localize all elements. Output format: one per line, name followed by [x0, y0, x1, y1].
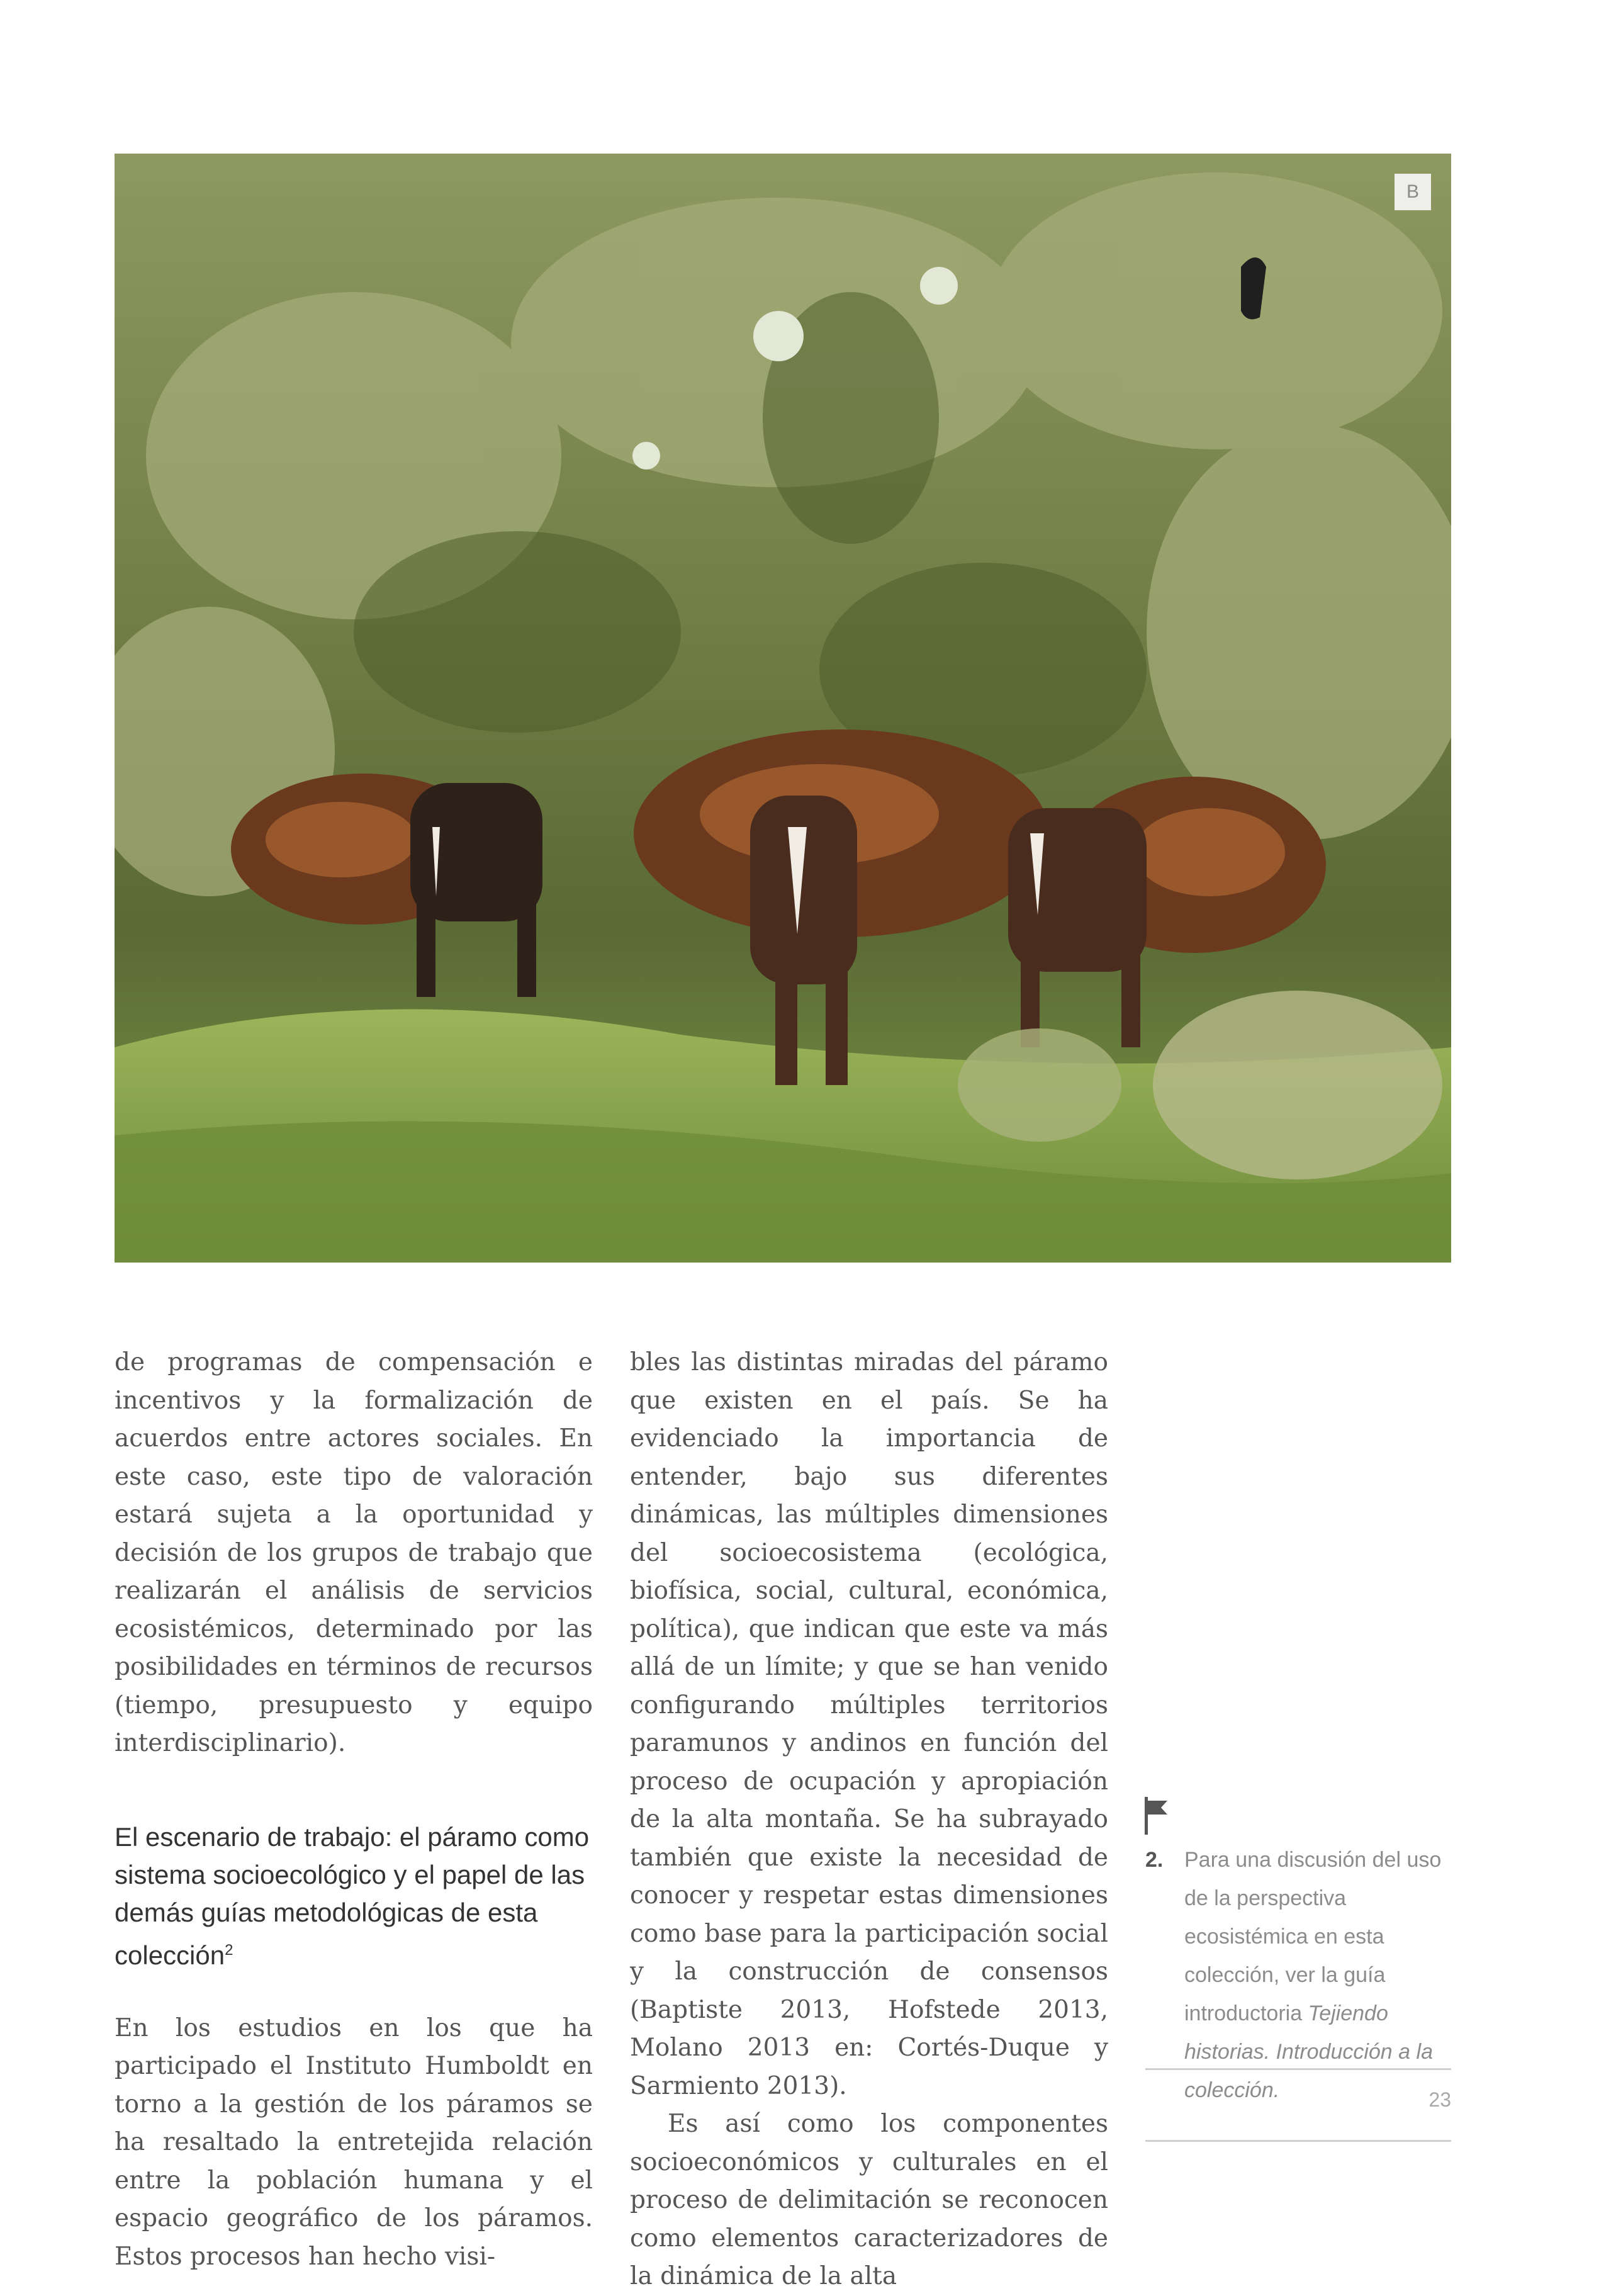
footnote-reference: 2 [225, 1941, 233, 1959]
paragraph: Es así como los componentes socioeconómicos y culturales en el proceso de delimitación se reconocen como elementos caracterizadores de la dinámica de la alta [630, 2110, 1108, 2290]
section-heading [115, 1818, 593, 1974]
footnote-number: 2. [1145, 1848, 1164, 1872]
photo-label: B [1395, 174, 1431, 210]
footnote-text: Para una discusión del uso de la perspectiva ecosistémica en esta colección, ver la guía introductoria [1184, 1848, 1442, 2025]
paragraph: bles las distintas miradas del páramo que existen en el país. Se ha evidenciado la importancia de entender, bajo sus diferentes dinámicas, las múltiples dimensiones del socioecosistema (ecológica, biofísica, social, cultural, económica, política), que indican que este va más allá de un límite; y que se han venido configurando múltiples territorios paramunos y andinos en función del proceso de ocupación y apropiación de la alta montaña. Se ha subrayado también que existe la necesidad de conocer y respetar estas dimensiones como base para la participación social y la construcción de consensos (Baptiste 2013, Hofstede 2013, Molano 2013 en: Cortés-Duque y Sarmiento 2013). [630, 1348, 1108, 2100]
text-column-left [115, 1344, 593, 2276]
flag-icon [1143, 1797, 1169, 1835]
footnote-italic-title: Tejiendo historias. Introducción a la colección. [1184, 2001, 1433, 2102]
footnote-divider [1145, 2068, 1451, 2070]
text-column-right [630, 1344, 1108, 2296]
page-photo-horses-carrying-firewood [115, 154, 1451, 1263]
paragraph: de programas de compensación e incentivos y la formalización de acuerdos entre actores sociales. En este caso, este tipo de valoración estará sujeta a la oportunidad y decisión de los grupos de trabajo que realizarán el análisis de servicios ecosistémicos, determinado por las posibilidades en términos de recursos (tiempo, presupuesto y equipo interdisciplinario). [115, 1348, 593, 1757]
paragraph: En los estudios en los que ha participado el Instituto Humboldt en torno a la gestión de los páramos se ha resaltado la entretejida relación entre la población humana y el espacio geográfico de los páramos. Estos procesos han hecho visi- [115, 2013, 593, 2271]
section-heading-text: El escenario de trabajo: el páramo como sistema socioecológico y el papel de las demás guías metodológicas de esta colección [115, 1821, 590, 1970]
page-number: 23 [1429, 2088, 1451, 2111]
photo-illustration [115, 154, 1451, 1263]
page-bottom-divider [1145, 2140, 1451, 2142]
